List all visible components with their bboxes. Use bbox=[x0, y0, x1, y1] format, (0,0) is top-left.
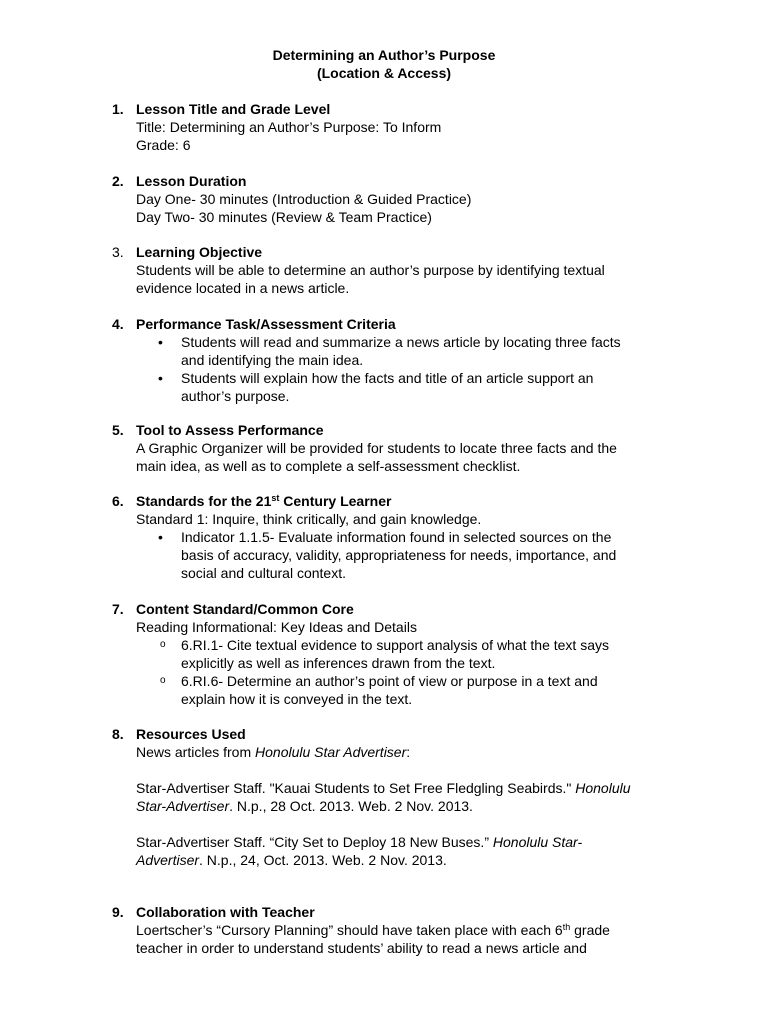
text-line: Students will read and summarize a news article by locating three facts bbox=[181, 334, 621, 350]
section-learning-objective bbox=[112, 243, 672, 297]
sub-bullet-item bbox=[136, 636, 672, 672]
section-tool-to-assess bbox=[112, 421, 672, 475]
section-number: 3. bbox=[112, 244, 124, 260]
section-resources-used bbox=[112, 725, 672, 869]
section-heading: Resources Used bbox=[136, 726, 246, 742]
bullet-item bbox=[136, 528, 672, 582]
section-number: 9. bbox=[112, 904, 124, 920]
text-line: 6.RI.1- Cite textual evidence to support analysis of what the text says bbox=[181, 637, 609, 653]
text-line: Day Two- 30 minutes (Review & Team Practice) bbox=[136, 209, 432, 225]
section-heading: Performance Task/Assessment Criteria bbox=[136, 316, 396, 332]
newspaper-title: Honolulu Star- bbox=[492, 834, 583, 850]
heading-text: Century Learner bbox=[279, 493, 392, 509]
section-lesson-title bbox=[112, 100, 672, 154]
text-line: Grade: 6 bbox=[136, 137, 191, 153]
text-line: main idea, as well as to complete a self-assessment checklist. bbox=[136, 458, 521, 474]
bullet-icon: • bbox=[158, 370, 163, 386]
text-line: Indicator 1.1.5- Evaluate information found in selected sources on the bbox=[181, 529, 612, 545]
text-line: explicitly as well as inferences drawn from the text. bbox=[181, 655, 496, 671]
text-span: . N.p., 28 Oct. 2013. Web. 2 Nov. 2013. bbox=[229, 798, 473, 814]
section-heading: Tool to Assess Performance bbox=[136, 422, 324, 438]
text-line: A Graphic Organizer will be provided for students to locate three facts and the bbox=[136, 440, 617, 456]
newspaper-title: Advertiser bbox=[136, 852, 200, 868]
section-number: 8. bbox=[112, 726, 124, 742]
citation-2-line-2 bbox=[136, 851, 672, 869]
text-span: grade bbox=[570, 922, 610, 938]
sub-bullet-item bbox=[136, 672, 672, 708]
text-line: evidence located in a news article. bbox=[136, 280, 350, 296]
section-number: 2. bbox=[112, 173, 124, 189]
bullet-icon: • bbox=[158, 334, 163, 350]
text-span: . N.p., 24, Oct. 2013. Web. 2 Nov. 2013. bbox=[199, 852, 447, 868]
section-heading: Content Standard/Common Core bbox=[136, 601, 354, 617]
section-heading: Collaboration with Teacher bbox=[136, 904, 315, 920]
newspaper-title: Honolulu bbox=[575, 780, 631, 796]
section-heading: Learning Objective bbox=[136, 244, 263, 260]
text-line: Students will explain how the facts and title of an article support an bbox=[181, 370, 594, 386]
section-number: 7. bbox=[112, 601, 124, 617]
text-line bbox=[136, 921, 672, 939]
section-performance-task bbox=[112, 315, 672, 405]
superscript: th bbox=[562, 922, 571, 932]
text-line: explain how it is conveyed in the text. bbox=[181, 691, 413, 707]
section-heading: Lesson Duration bbox=[136, 173, 247, 189]
resources-intro bbox=[136, 743, 672, 761]
bullet-icon: • bbox=[158, 529, 163, 545]
section-collaboration bbox=[112, 903, 672, 957]
text-span: Loertscher’s “Cursory Planning” should have taken place with each 6 bbox=[136, 922, 563, 938]
title-line-1: Determining an Author’s Purpose bbox=[272, 47, 496, 63]
section-lesson-duration bbox=[112, 172, 672, 226]
text-line: social and cultural context. bbox=[181, 565, 346, 581]
section-heading: Lesson Title and Grade Level bbox=[136, 101, 331, 117]
text-span: Star-Advertiser Staff. "Kauai Students to Set Free Fledgling Seabirds." bbox=[136, 780, 576, 796]
newspaper-title: Honolulu Star Advertiser bbox=[255, 744, 407, 760]
circle-bullet-icon: o bbox=[160, 639, 166, 650]
bullet-item bbox=[136, 333, 672, 369]
section-number: 5. bbox=[112, 422, 124, 438]
text-line: teacher in order to understand students’ ability to read a news article and bbox=[136, 940, 587, 956]
section-number: 6. bbox=[112, 493, 124, 509]
section-standards-21st-century bbox=[112, 492, 672, 582]
text-line: Reading Informational: Key Ideas and Details bbox=[136, 619, 417, 635]
text-span: Star-Advertiser Staff. “City Set to Deploy 18 New Buses.” bbox=[136, 834, 493, 850]
section-number: 1. bbox=[112, 101, 124, 117]
section-content-standard bbox=[112, 600, 672, 708]
text-line: basis of accuracy, validity, appropriateness for needs, importance, and bbox=[181, 547, 617, 563]
newspaper-title: Star-Advertiser bbox=[136, 798, 230, 814]
citation-2-line-1 bbox=[136, 833, 672, 851]
text-line: Title: Determining an Author’s Purpose: To Inform bbox=[136, 119, 442, 135]
text-line: Standard 1: Inquire, think critically, and gain knowledge. bbox=[136, 511, 482, 527]
text-line: 6.RI.6- Determine an author’s point of view or purpose in a text and bbox=[181, 673, 598, 689]
citation-1-line-2 bbox=[136, 797, 672, 815]
text-span: : bbox=[406, 744, 411, 760]
text-line: Students will be able to determine an author’s purpose by identifying textual bbox=[136, 262, 605, 278]
section-heading bbox=[136, 492, 672, 510]
bullet-item bbox=[136, 369, 672, 405]
text-line: and identifying the main idea. bbox=[181, 352, 364, 368]
text-span: News articles from bbox=[136, 744, 256, 760]
text-line: author’s purpose. bbox=[181, 388, 290, 404]
heading-superscript: st bbox=[271, 493, 280, 503]
title-line-2: (Location & Access) bbox=[316, 65, 452, 81]
text-line: Day One- 30 minutes (Introduction & Guided Practice) bbox=[136, 191, 472, 207]
section-number: 4. bbox=[112, 316, 124, 332]
heading-text: Standards for the 21 bbox=[136, 493, 272, 509]
citation-1-line-1 bbox=[136, 779, 672, 797]
document-title bbox=[0, 46, 768, 82]
circle-bullet-icon: o bbox=[160, 675, 166, 686]
